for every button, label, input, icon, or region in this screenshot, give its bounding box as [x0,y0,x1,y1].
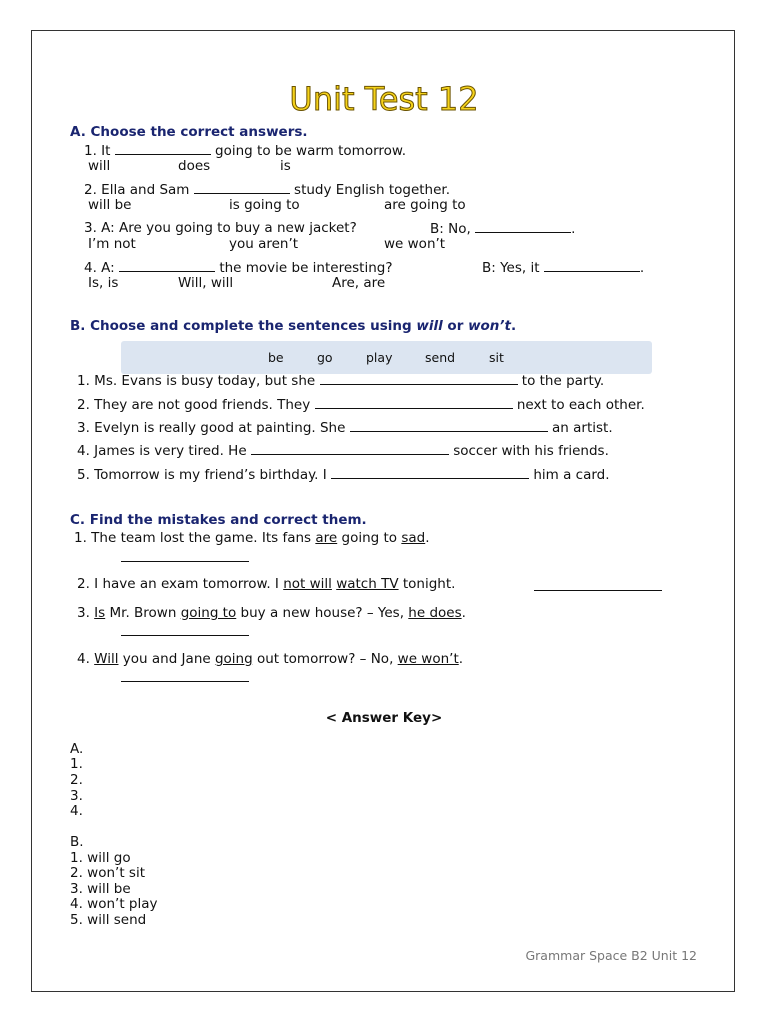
answer-key-item: 3. [70,788,83,804]
answer-key-item: 4. [70,803,83,819]
section-a-heading: A. Choose the correct answers. [70,124,308,140]
sentence-b4 [77,442,609,459]
question-a1 [84,142,406,159]
question-text: . [571,221,576,237]
answer-key-item: 1. will go [70,850,131,866]
option: is going to [229,197,300,213]
heading-emphasis: won’t [468,318,512,334]
footer-text: Grammar Space B2 Unit 12 [525,948,697,963]
option: is [280,158,291,174]
sentence-text: 2. They are not good friends. They [77,397,311,413]
question-text: . [461,605,466,621]
answer-blank [475,220,571,233]
question-text: 1. It [84,143,111,159]
correction-line [121,635,249,636]
heading-text: or [442,318,469,334]
word-bank-item: play [366,350,393,365]
question-text: 1. The team lost the game. Its fans [74,530,316,546]
question-text: the movie be interesting? [219,260,393,276]
sentence-b1 [77,372,604,389]
option: does [178,158,211,174]
underlined-word: are [315,530,338,546]
sentence-text: to the party. [521,373,605,389]
answer-blank [115,142,211,155]
correction-line [121,561,249,562]
section-c-heading: C. Find the mistakes and correct them. [70,512,367,528]
correction-line [534,590,662,591]
question-text: 2. Ella and Sam [84,182,190,198]
option: I’m not [88,236,136,252]
option: we won’t [384,236,446,252]
question-text: going to be warm tomorrow. [215,143,407,159]
question-text: going to [337,530,402,546]
sentence-text: 5. Tomorrow is my friend’s birthday. I [77,467,327,483]
question-text: . [458,651,464,667]
question-text: you and Jane [118,651,215,667]
question-a2 [84,181,450,198]
heading-text: B. Choose and complete the sentences using [70,318,417,334]
underlined-word: Is [94,605,106,621]
heading-text: . [511,318,517,334]
answer-blank [251,442,449,455]
sentence-text: soccer with his friends. [453,443,609,459]
question-text: B: No, [430,221,471,237]
option: you aren’t [229,236,299,252]
question-text: tonight. [398,576,456,592]
answer-blank [350,419,548,432]
answer-blank [544,259,640,272]
question-text: 4. [77,651,95,667]
answer-key-item: 3. will be [70,881,131,897]
question-c1 [74,530,430,546]
answer-key-item: 2. [70,772,83,788]
answer-blank [119,259,215,272]
answer-key-a-label: A. [70,741,84,757]
underlined-word: sad [401,530,426,546]
sentence-b2 [77,396,645,413]
question-a3-b [430,220,575,237]
question-a3 [84,220,357,236]
question-text: . [425,530,430,546]
underlined-word: going [214,651,253,667]
question-text: 3. [77,605,95,621]
underlined-word: not will [283,576,332,592]
option: Is, is [88,275,119,291]
question-text: B: Yes, it [482,260,540,276]
answer-key-item: 1. [70,756,83,772]
word-bank-item: send [425,350,456,365]
question-c3 [77,605,466,621]
answer-key-title: < Answer Key> [325,710,443,726]
question-c4 [77,651,463,667]
underlined-word: going to [180,605,237,621]
question-text: out tomorrow? – No, [252,651,398,667]
question-a4-b [482,259,644,276]
answer-key-item: 5. will send [70,912,147,928]
question-a4 [84,259,393,276]
sentence-text: 4. James is very tired. He [77,443,247,459]
underlined-word: he does [408,605,462,621]
answer-blank [194,181,290,194]
question-text: study English together. [294,182,451,198]
word-bank [121,341,652,374]
sentence-b3 [77,419,613,436]
sentence-text: an artist. [552,420,613,436]
sentence-text: 3. Evelyn is really good at painting. She [77,420,346,436]
correction-line [121,681,249,682]
question-text: . [639,260,645,276]
word-bank-item: go [317,350,333,365]
question-text: 3. A: Are you going to buy a new jacket? [84,220,357,236]
answer-key-item: 2. won’t sit [70,865,145,881]
option: will [88,158,111,174]
page-border [31,30,735,992]
option: Are, are [332,275,386,291]
question-text: 2. I have an exam tomorrow. I [77,576,284,592]
underlined-word: watch TV [336,576,399,592]
underlined-word: we won’t [397,651,459,667]
question-text: Mr. Brown [105,605,181,621]
word-bank-item: be [268,350,284,365]
heading-emphasis: will [416,318,443,334]
section-b-heading [70,318,516,334]
question-text: 4. A: [84,260,115,276]
sentence-text: 1. Ms. Evans is busy today, but she [77,373,316,389]
answer-blank [315,396,513,409]
question-c2 [77,576,455,592]
answer-blank [331,466,529,479]
option: Will, will [178,275,234,291]
word-bank-item: sit [489,350,504,365]
question-text: buy a new house? – Yes, [236,605,409,621]
option: are going to [384,197,466,213]
sentence-text: him a card. [533,467,610,483]
page-title: Unit Test 12 [289,80,479,118]
sentence-b5 [77,466,610,483]
answer-key-b-label: B. [70,834,84,850]
sentence-text: next to each other. [516,397,645,413]
answer-blank [320,372,518,385]
option: will be [88,197,132,213]
underlined-word: Will [94,651,119,667]
answer-key-item: 4. won’t play [70,896,158,912]
